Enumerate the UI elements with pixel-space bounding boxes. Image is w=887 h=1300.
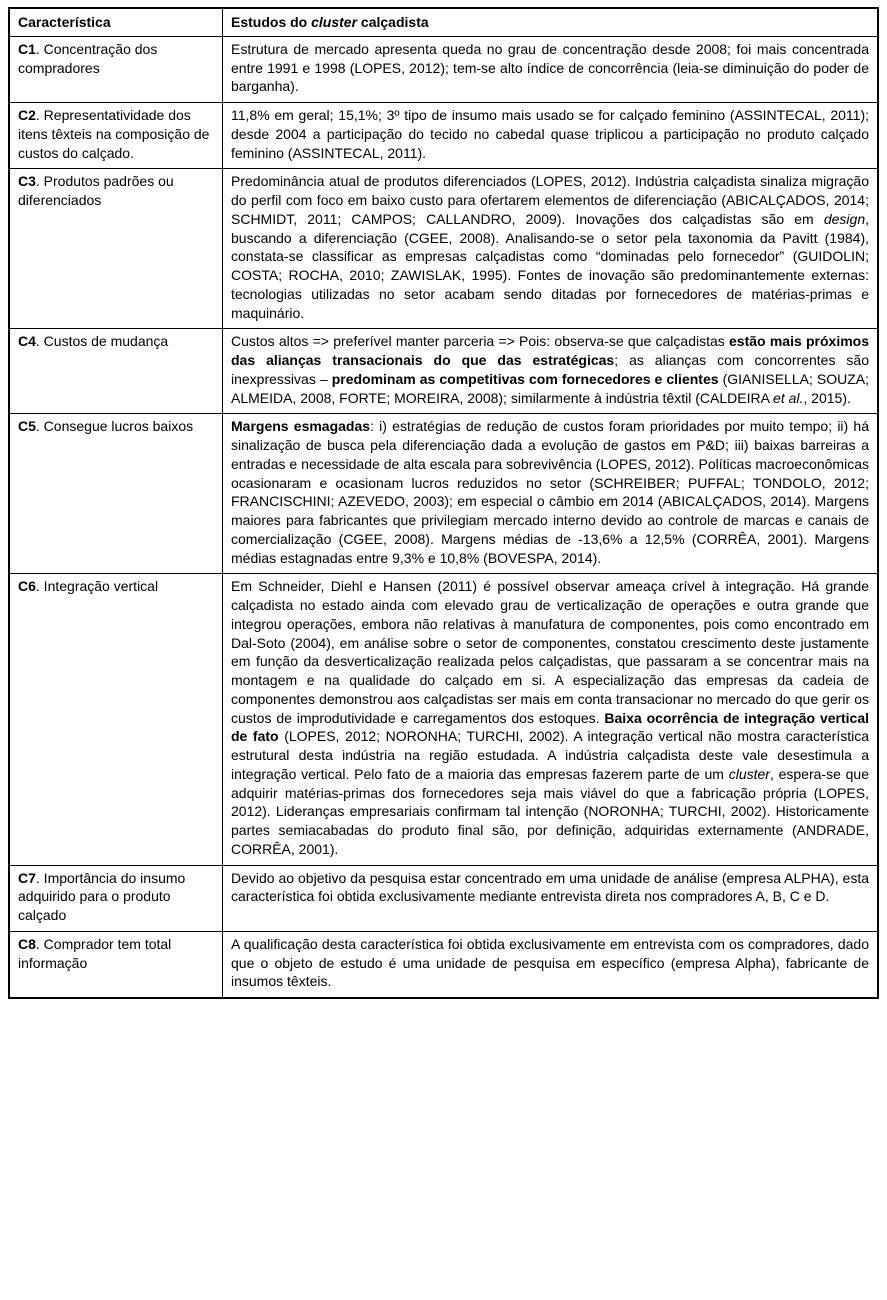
text-run: design	[823, 210, 866, 227]
text-run: predominam as competitivas com fornecedores e clientes	[331, 370, 719, 387]
row-content	[223, 169, 879, 329]
text-run: A qualificação desta característica foi obtida exclusivamente em entrevista com os compradores, dado que o objeto de estudo é uma unidade de pesquisa em específico (empresa Alpha), fabricante de insumos têxteis.	[231, 935, 869, 990]
text-run: ; as alianças com concorrentes são inexpressivas –	[231, 352, 869, 387]
text-run: Baixa ocorrência de integração vertical de fato	[231, 709, 869, 745]
table-row	[9, 414, 878, 574]
table-row	[9, 574, 878, 865]
text-run: Margens esmagadas	[231, 418, 371, 435]
table-row	[9, 36, 878, 102]
text-run: . Comprador tem total informação	[18, 935, 172, 971]
row-content	[223, 865, 879, 931]
text-run: . Produtos padrões ou diferenciados	[18, 173, 174, 208]
text-run: cluster	[311, 14, 358, 30]
text-run: C4	[18, 333, 36, 350]
text-run: et al.	[773, 389, 804, 406]
header-row	[9, 8, 878, 36]
header-estudos-cluster	[223, 8, 879, 36]
row-content	[223, 36, 879, 102]
text-run: Custos altos => preferível manter parceria => Pois: observa-se que calçadistas	[231, 333, 730, 350]
text-run: Devido ao objetivo da pesquisa estar concentrado em uma unidade de análise (empresa ALPHA), esta característica foi obtida exclusivamente mediante entrevista direta nos compradores A, B, C e D.	[231, 869, 869, 905]
text-run: . Custos de mudança	[35, 333, 169, 350]
table-body	[9, 36, 878, 998]
text-run: C7	[18, 869, 36, 886]
table-head	[9, 8, 878, 36]
text-run: . Concentração dos compradores	[18, 40, 158, 76]
text-run: C6	[18, 578, 36, 595]
text-run: , 2015).	[803, 389, 851, 406]
table-row	[9, 103, 878, 169]
table-row	[9, 931, 878, 998]
row-label	[9, 865, 223, 931]
row-label	[9, 169, 223, 329]
text-run: cluster	[728, 765, 770, 782]
text-run: C5	[18, 418, 36, 435]
header-caracteristica: Característica	[9, 8, 223, 36]
text-run: : i) estratégias de redução de custos foram prioridades por muito tempo; ii) há sinalização de busca pela diferenciação dada a evolução de gastos em P&D; iii) baixas barreiras a entradas e necessidade de alta escala para sobrevivência (LOPES, 2012). Políticas macroeconômicas ocasionaram e ocasionam lucros reduzidos no setor (SCHREIBER; PUFFAL; TONDOLO, 2012; FRANCISCHINI; AZEVEDO, 2003); em especial o câmbio em 2014 (ABICALÇADOS, 2014). Margens maiores para fabricantes que privilegiam mercado interno devido ao controle de marcas e canais de comercialização (CGEE, 2008). Margens médias de -13,6% a 12,5% (CORRÊA, 2001). Margens médias estagnadas entre 9,3% e 10,8% (BOVESPA, 2014).	[231, 418, 869, 566]
row-label	[9, 103, 223, 169]
text-run: calçadista	[357, 14, 429, 30]
row-content	[223, 103, 879, 169]
text-run: . Importância do insumo adquirido para o produto calçado	[18, 869, 186, 923]
text-run: Estrutura de mercado apresenta queda no grau de concentração desde 2008; foi mais concentrada entre 1991 e 1998 (LOPES, 2012); tem-se alto índice de concorrência (leia-se diminuição do poder de barganha).	[231, 40, 869, 95]
row-label	[9, 931, 223, 998]
text-run: . Consegue lucros baixos	[35, 418, 194, 435]
row-label	[9, 574, 223, 865]
text-run: estão mais próximos das alianças transacionais do que das estratégicas	[231, 333, 869, 368]
row-label	[9, 414, 223, 574]
text-run: 11,8% em geral; 15,1%; 3º tipo de insumo mais usado se for calçado feminino (ASSINTECAL, 2011); desde 2004 a participação do tecido no cabedal quase triplicou a participação no produto calçado feminino (ASSINTECAL, 2011).	[231, 107, 869, 161]
row-label	[9, 36, 223, 102]
table-row	[9, 169, 878, 329]
text-run: , buscando a diferenciação (CGEE, 2008). Analisando-se o setor pela taxonomia da Pavitt (1984), constata-se classificar as empresas calçadistas como “dominadas pelo fornecedor” (GUIDOLIN; COSTA; ROCHA, 2010; ZAWISLAK, 1995). Fontes de inovação são predominantemente externas: tecnologias utilizadas no setor acabam sendo ditadas por fornecedores de matérias-primas e maquinário.	[231, 210, 869, 321]
text-run: C1	[18, 40, 36, 57]
text-run: . Integração vertical	[35, 578, 159, 595]
text-run: Em Schneider, Diehl e Hansen (2011) é possível observar ameaça crível à integração. Há grande calçadista no estado ainda com elevado grau de verticalização de operações e outra grande que integrou operações, embora não relativas à manufatura de componentes, pois como encontrado em Dal-Soto (2004), em análise sobre o setor de componentes, constatou crescimento deste justamente em função da desverticalização realizada pelos calçadistas, que passaram a se concentrar mais na montagem e na qualidade do calçado em si. A especialização das empresas da cadeia de componentes demonstrou aos calçadistas ser mais em conta transacionar no mercado do que gerir os custos de improdutividade e carregamentos dos estoques.	[231, 578, 869, 726]
row-content	[223, 414, 879, 574]
text-run: Estudos do	[231, 14, 312, 30]
characteristics-table	[8, 7, 879, 999]
text-run: (GIANISELLA; SOUZA; ALMEIDA, 2008, FORTE; MOREIRA, 2008); similarmente à indústria têxtil (CALDEIRA	[231, 370, 869, 406]
row-content	[223, 329, 879, 414]
text-run: C2	[18, 107, 36, 123]
row-label	[9, 329, 223, 414]
text-run: C3	[18, 173, 36, 190]
table-row	[9, 865, 878, 931]
text-run: , espera-se que adquirir matérias-primas dos fornecedores seja mais viável do que a fabricação própria (LOPES, 2012). Lideranças empresariais confirmam tal intenção (NORONHA; TURCHI, 2002). Historicamente partes semiacabadas do produto final são, por definição, adquiridas externamente (ANDRADE, CORRÊA, 2001).	[231, 765, 869, 857]
text-run: C8	[18, 935, 36, 952]
row-content	[223, 931, 879, 998]
text-run: (LOPES, 2012; NORONHA; TURCHI, 2002). A integração vertical não mostra característica estrutural desta indústria na região estudada. A indústria calçadista deste vale desestimula a integração vertical. Pelo fato de a maioria das empresas fazerem parte de um	[231, 728, 870, 782]
row-content	[223, 574, 879, 865]
text-run: . Representatividade dos itens têxteis na composição de custos do calçado.	[18, 107, 210, 161]
text-run: Predominância atual de produtos diferenciados (LOPES, 2012). Indústria calçadista sinaliza migração do perfil com foco em baixo custo para ofertarem elementos de diferenciação (ABICALÇADOS, 2014; SCHMIDT, 2011; CAMPOS; CALLANDRO, 2009). Inovações dos calçadistas são em	[231, 173, 869, 227]
table-row	[9, 329, 878, 414]
